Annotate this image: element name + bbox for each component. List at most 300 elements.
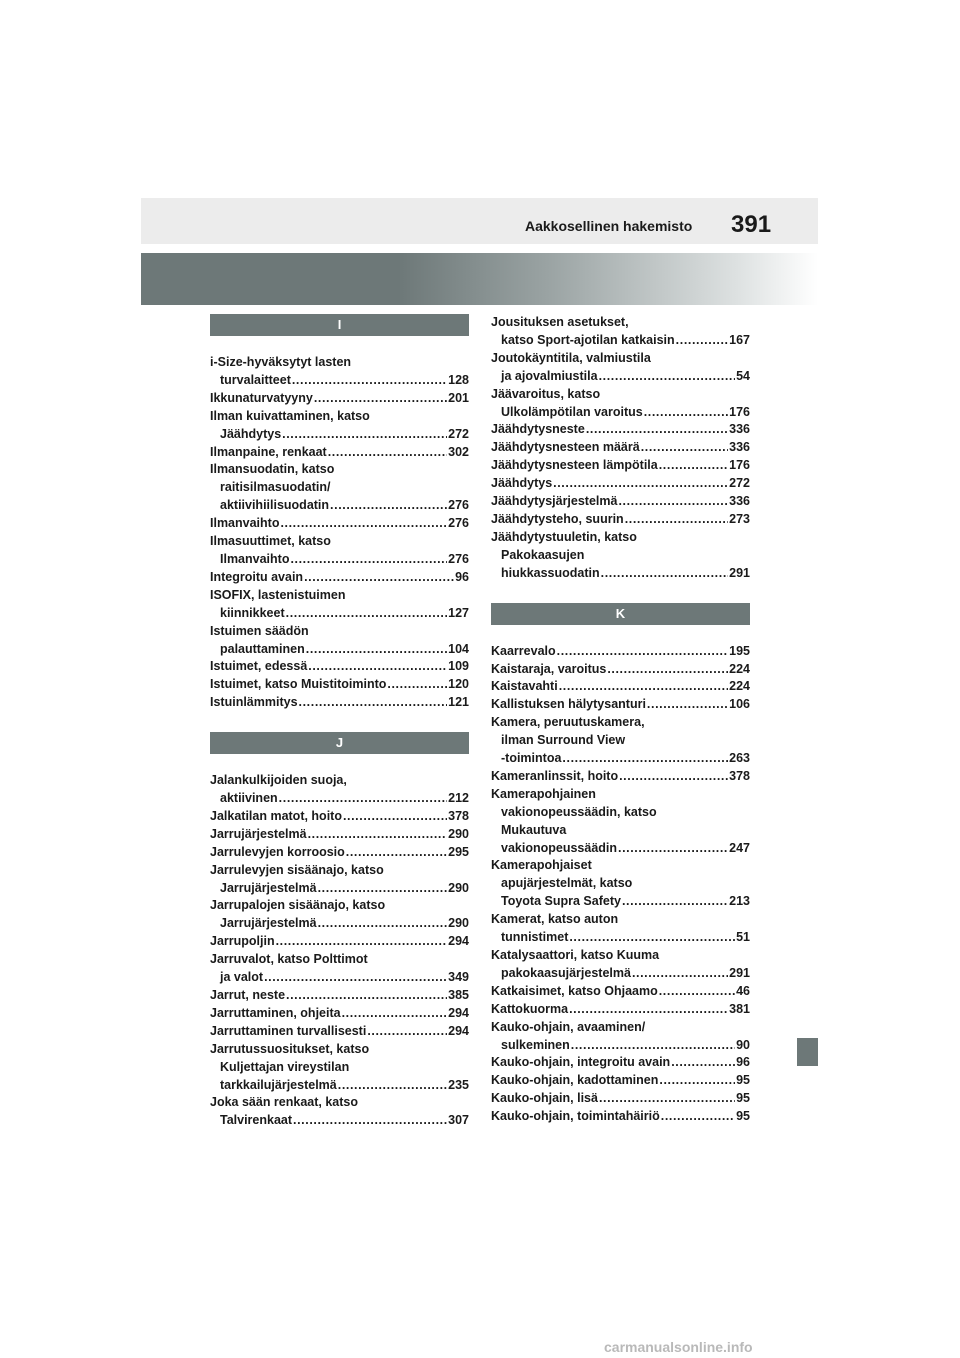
entry-page-number: 336 [729,440,750,455]
dot-leader [286,605,448,623]
section-header: K [491,603,750,625]
dot-leader [299,694,448,712]
index-entry [491,511,750,529]
entry-page-number: 195 [729,643,750,658]
entry-page-number: 273 [729,511,750,526]
entry-page-number: 290 [448,826,469,841]
dot-leader [659,457,728,475]
entry-term: ja ajovalmiustila [501,368,598,383]
entry-leader-line [210,826,469,844]
entry-text-line: Katalysaattori, katso Kuuma [491,948,660,962]
index-entry [491,314,750,350]
index-entry [210,1041,469,1095]
index-entry [210,461,469,515]
dot-leader [569,929,735,947]
entry-page-number: 294 [448,1005,469,1020]
index-entry [210,933,469,951]
entry-page-number: 291 [729,565,750,580]
entry-leader-line [491,1108,750,1126]
index-entry [491,493,750,511]
entry-leader-line [491,404,750,422]
entry-text-line: Joutokäyntitila, valmiustila [491,350,651,365]
index-entry [491,857,750,911]
index-column-right [491,314,750,1126]
dot-leader [279,790,447,808]
entry-term: Jäähdytys [220,426,282,441]
entry-page-number: 176 [729,458,750,473]
index-entry [491,1001,750,1019]
entry-leader-line [491,421,750,439]
entry-page-number: 378 [448,808,469,823]
entry-text-line: Pakokaasujen [501,547,585,562]
entry-leader-line [210,969,469,987]
entry-leader-line [491,368,750,386]
entry-term: Kauko-ohjain, lisä [491,1091,598,1106]
index-entry [210,1023,469,1041]
entry-leader-line [491,929,750,947]
entry-term: Ulkolämpötilan varoitus [501,404,643,419]
entry-page-number: 201 [448,390,469,405]
entry-text-line: raitisilmasuodatin/ [220,480,331,495]
entry-leader-line [210,915,469,933]
entry-page-number: 294 [448,934,469,949]
entry-leader-line [210,641,469,659]
entry-leader-line [210,569,469,587]
entry-page-number: 46 [736,983,750,998]
dot-leader [293,1112,447,1130]
entry-term: Jäähdytysneste [491,422,585,437]
entry-page-number: 385 [448,988,469,1002]
entry-term: Ilmanpaine, renkaat [210,444,327,459]
index-entry [491,911,750,947]
dot-leader [308,826,448,844]
dot-leader [618,493,728,511]
dot-leader [618,840,728,858]
entry-term: tarkkailujärjestelmä [220,1077,337,1092]
section-header: I [210,314,469,336]
dot-leader [644,404,728,422]
dot-leader [562,750,728,768]
index-entry [210,897,469,933]
entry-text-line: Kuljettajan vireystilan [220,1059,350,1074]
index-entry [491,439,750,457]
dot-leader [264,969,447,987]
entry-term: -toimintoa [501,751,562,766]
entry-leader-line [210,1077,469,1095]
entry-page-number: 95 [736,1073,750,1088]
entry-leader-line [210,390,469,408]
entry-leader-line [210,497,469,515]
index-entry [210,587,469,623]
entry-term: Integroitu avain [210,569,304,584]
index-entry [210,808,469,826]
entry-term: Jarrut, neste [210,988,286,1002]
entry-leader-line [210,808,469,826]
entry-text-line: vakionopeussäädin, katso [501,804,657,819]
index-entry [210,515,469,533]
entry-page-number: 381 [729,1001,750,1016]
entry-text-line: Jousituksen asetukset, [491,315,629,329]
index-entry [491,1054,750,1072]
entry-page-number: 176 [729,404,750,419]
dot-leader [661,1108,735,1126]
index-entry [210,772,469,808]
dot-leader [318,880,448,898]
entry-page-number: 263 [729,751,750,766]
entry-term: Katkaisimet, katso Ohjaamo [491,983,658,998]
index-entry [210,694,469,712]
entry-text-line: Jäähdytystuuletin, katso [491,529,637,544]
entry-text-line: Kamerapohjainen [491,786,596,801]
entry-term: palauttaminen [220,641,305,656]
dot-leader [659,1072,735,1090]
entry-term: Kallistuksen hälytysanturi [491,697,646,712]
entry-page-number: 224 [729,679,750,694]
entry-term: Kaarrevalo [491,643,556,658]
entry-leader-line [491,840,750,858]
entry-leader-line [491,565,750,583]
entry-page-number: 104 [448,641,469,656]
entry-term: Jarrujärjestelmä [220,880,317,895]
entry-page-number: 213 [729,894,750,909]
dot-leader [346,844,447,862]
entry-term: Jarruttaminen turvallisesti [210,1023,367,1038]
entry-leader-line [210,933,469,951]
entry-leader-line [210,676,469,694]
entry-page-number: 336 [729,494,750,509]
entry-text-line: Ilman kuivattaminen, katso [210,408,370,423]
index-entry [491,475,750,493]
dot-leader [625,511,728,529]
entry-page-number: 51 [736,930,750,945]
entry-term: aktiivihiilisuodatin [220,498,330,513]
entry-leader-line [210,790,469,808]
entry-text-line: Istuimen säädön [210,623,309,638]
entry-term: aktiivinen [220,791,278,806]
index-entry [210,623,469,659]
dot-leader [276,933,448,951]
entry-leader-line [491,1090,750,1108]
dot-leader [601,565,729,583]
entry-text-line: Ilmasuuttimet, katso [210,534,331,549]
entry-leader-line [491,768,750,786]
dot-leader [599,368,736,386]
index-entry [210,444,469,462]
decorative-band [141,253,818,305]
entry-leader-line [210,551,469,569]
dot-leader [647,696,728,714]
entry-term: Jalkatilan matot, hoito [210,808,342,823]
entry-page-number: 276 [448,516,469,531]
entry-term: Jäähdytysnesteen määrä [491,440,640,455]
entry-page-number: 295 [448,844,469,859]
entry-text-line: Jäävaroitus, katso [491,386,601,401]
index-entry [210,1094,469,1130]
entry-page-number: 272 [729,476,750,491]
index-entry [491,983,750,1001]
entry-leader-line [491,696,750,714]
header-bar [141,198,818,244]
index-entry [491,661,750,679]
dot-leader [367,1023,447,1041]
dot-leader [314,390,447,408]
dot-leader [280,515,447,533]
dot-leader [286,987,447,1005]
index-entry [491,714,750,768]
dot-leader [607,661,728,679]
entry-term: Jarrupoljin [210,934,275,949]
dot-leader [328,444,447,462]
entry-term: Jarrujärjestelmä [220,916,317,931]
entry-page-number: 167 [729,332,750,347]
entry-term: Kameranlinssit, hoito [491,768,619,783]
entry-leader-line [210,844,469,862]
entry-text-line: Mukautuva [501,822,567,837]
entry-leader-line [491,1001,750,1019]
entry-term: ja valot [220,970,264,985]
entry-leader-line [491,493,750,511]
index-entry [491,421,750,439]
entry-leader-line [210,605,469,623]
dot-leader [330,497,447,515]
entry-leader-line [210,426,469,444]
index-entry [491,947,750,983]
index-entry [210,533,469,569]
entry-page-number: 106 [729,697,750,712]
entry-term: Istuinlämmitys [210,695,298,710]
entry-term: Kaistaraja, varoitus [491,661,607,676]
entry-term: Jäähdytysjärjestelmä [491,494,618,509]
entry-text-line: apujärjestelmät, katso [501,876,633,891]
index-entry [491,386,750,422]
index-entry [491,696,750,714]
dot-leader [641,439,728,457]
entry-leader-line [491,332,750,350]
entry-page-number: 224 [729,661,750,676]
index-entry [210,1005,469,1023]
entry-text-line: ilman Surround View [501,733,626,748]
index-entry [491,1072,750,1090]
dot-leader [343,808,447,826]
dot-leader [338,1077,447,1095]
chapter-tab [797,1038,818,1066]
entry-term: tunnistimet [501,930,569,945]
entry-text-line: Kamerapohjaiset [491,858,592,873]
index-entry [491,457,750,475]
entry-leader-line [210,694,469,712]
entry-leader-line [491,439,750,457]
entry-page-number: 235 [448,1077,469,1092]
dot-leader [318,915,448,933]
entry-leader-line [210,444,469,462]
entry-term: katso Sport-ajotilan katkaisin [501,332,675,347]
entry-term: Ilmanvaihto [220,551,290,566]
entry-leader-line [210,1112,469,1130]
entry-leader-line [210,372,469,390]
entry-term: Jarrulevyjen korroosio [210,844,345,859]
entry-term: Ilmanvaihto [210,516,280,531]
entry-term: Kauko-ohjain, integroitu avain [491,1055,671,1070]
dot-leader [304,569,454,587]
entry-leader-line [210,658,469,676]
entry-term: Jäähdytysteho, suurin [491,511,624,526]
entry-text-line: Jarrupalojen sisäänajo, katso [210,898,386,913]
entry-term: Kauko-ohjain, kadottaminen [491,1073,659,1088]
dot-leader [659,983,735,1001]
entry-term: Kauko-ohjain, toimintahäiriö [491,1109,660,1124]
index-entry [210,844,469,862]
entry-leader-line [491,678,750,696]
index-entry [491,529,750,583]
dot-leader [671,1054,735,1072]
dot-leader [292,372,447,390]
entry-term: sulkeminen [501,1037,570,1052]
entry-text-line: ISOFIX, lastenistuimen [210,587,346,602]
entry-text-line: Kamerat, katso auton [491,912,619,927]
dot-leader [599,1090,735,1108]
dot-leader [308,658,447,676]
entry-page-number: 212 [448,791,469,806]
dot-leader [553,475,728,493]
entry-text-line: Joka sään renkaat, katso [210,1095,358,1110]
entry-page-number: 121 [448,695,469,710]
entry-term: Istuimet, katso Muistitoiminto [210,677,387,692]
header-title: Aakkosellinen hakemisto [525,218,693,234]
index-entry [210,658,469,676]
entry-leader-line [491,893,750,911]
entry-leader-line [491,457,750,475]
entry-page-number: 302 [448,444,469,459]
entry-leader-line [210,1023,469,1041]
entry-leader-line [491,983,750,1001]
dot-leader [306,641,447,659]
entry-page-number: 120 [448,677,469,692]
index-entry [491,768,750,786]
entry-leader-line [210,1005,469,1023]
index-entry [491,786,750,858]
index-entry [210,676,469,694]
entry-term: Jarruttaminen, ohjeita [210,1005,341,1020]
entry-page-number: 294 [448,1023,469,1038]
entry-leader-line [491,661,750,679]
index-entry [491,1108,750,1126]
entry-leader-line [491,965,750,983]
entry-page-number: 95 [736,1109,750,1124]
entry-page-number: 90 [736,1037,750,1052]
entry-page-number: 290 [448,880,469,895]
entry-page-number: 96 [736,1055,750,1070]
entry-leader-line [210,880,469,898]
section-header: J [210,732,469,754]
dot-leader [619,768,728,786]
dot-leader [559,678,728,696]
entry-text-line: Jalankulkijoiden suoja, [210,773,347,788]
entry-leader-line [210,515,469,533]
index-entry [210,987,469,1005]
entry-leader-line [491,750,750,768]
index-entry [491,678,750,696]
page-number: 391 [731,211,772,238]
entry-page-number: 247 [729,840,750,855]
entry-page-number: 109 [448,659,469,674]
entry-page-number: 276 [448,551,469,566]
index-entry [210,390,469,408]
entry-leader-line [491,511,750,529]
entry-text-line: Ilmansuodatin, katso [210,462,335,477]
entry-term: Toyota Supra Safety [501,894,621,909]
index-entry [491,643,750,661]
dot-leader [282,426,447,444]
entry-page-number: 378 [729,768,750,783]
dot-leader [632,965,728,983]
entry-page-number: 54 [736,368,750,383]
entry-page-number: 290 [448,916,469,931]
entry-term: Jäähdytys [491,476,553,491]
entry-page-number: 336 [729,422,750,437]
index-entry [491,1090,750,1108]
entry-text-line: i-Size-hyväksytyt lasten [210,355,352,369]
index-entry [210,354,469,390]
entry-page-number: 95 [736,1091,750,1106]
dot-leader [290,551,447,569]
dot-leader [557,643,729,661]
entry-page-number: 127 [448,605,469,620]
entry-term: Jarrujärjestelmä [210,826,307,841]
index-entry [210,862,469,898]
entry-term: Kaistavahti [491,679,558,694]
entry-term: vakionopeussäädin [501,840,618,855]
dot-leader [569,1001,728,1019]
entry-leader-line [491,475,750,493]
watermark: carmanualsonline.info [604,1339,753,1355]
entry-page-number: 307 [448,1113,469,1128]
entry-term: Istuimet, edessä [210,659,308,674]
index-entry [210,408,469,444]
entry-term: Jäähdytysnesteen lämpötila [491,458,658,473]
entry-term: turvalaitteet [220,372,291,387]
entry-text-line: Jarrutussuositukset, katso [210,1041,370,1056]
entry-leader-line [210,987,469,1005]
dot-leader [586,421,728,439]
index-entry [210,951,469,987]
index-entry [210,569,469,587]
entry-term: kiinnikkeet [220,605,285,620]
index-entry [210,826,469,844]
dot-leader [622,893,728,911]
entry-page-number: 272 [448,426,469,441]
index-column-left [210,314,469,1130]
entry-term: Kattokuorma [491,1001,569,1016]
entry-leader-line [491,643,750,661]
dot-leader [387,676,447,694]
entry-text-line: Kamera, peruutuskamera, [491,715,645,730]
entry-text-line: Jarrulevyjen sisäänajo, katso [210,862,384,877]
entry-leader-line [491,1054,750,1072]
entry-term: hiukkassuodatin [501,565,600,580]
entry-text-line: Kauko-ohjain, avaaminen/ [491,1019,646,1034]
dot-leader [571,1037,735,1055]
entry-page-number: 349 [448,970,469,985]
entry-page-number: 291 [729,965,750,980]
entry-page-number: 276 [448,498,469,513]
entry-page-number: 128 [448,372,469,387]
dot-leader [342,1005,448,1023]
index-entry [491,350,750,386]
entry-text-line: Jarruvalot, katso Polttimot [210,952,368,967]
entry-leader-line [491,1072,750,1090]
entry-term: Ikkunaturvatyyny [210,390,313,405]
entry-term: Talvirenkaat [220,1113,293,1128]
